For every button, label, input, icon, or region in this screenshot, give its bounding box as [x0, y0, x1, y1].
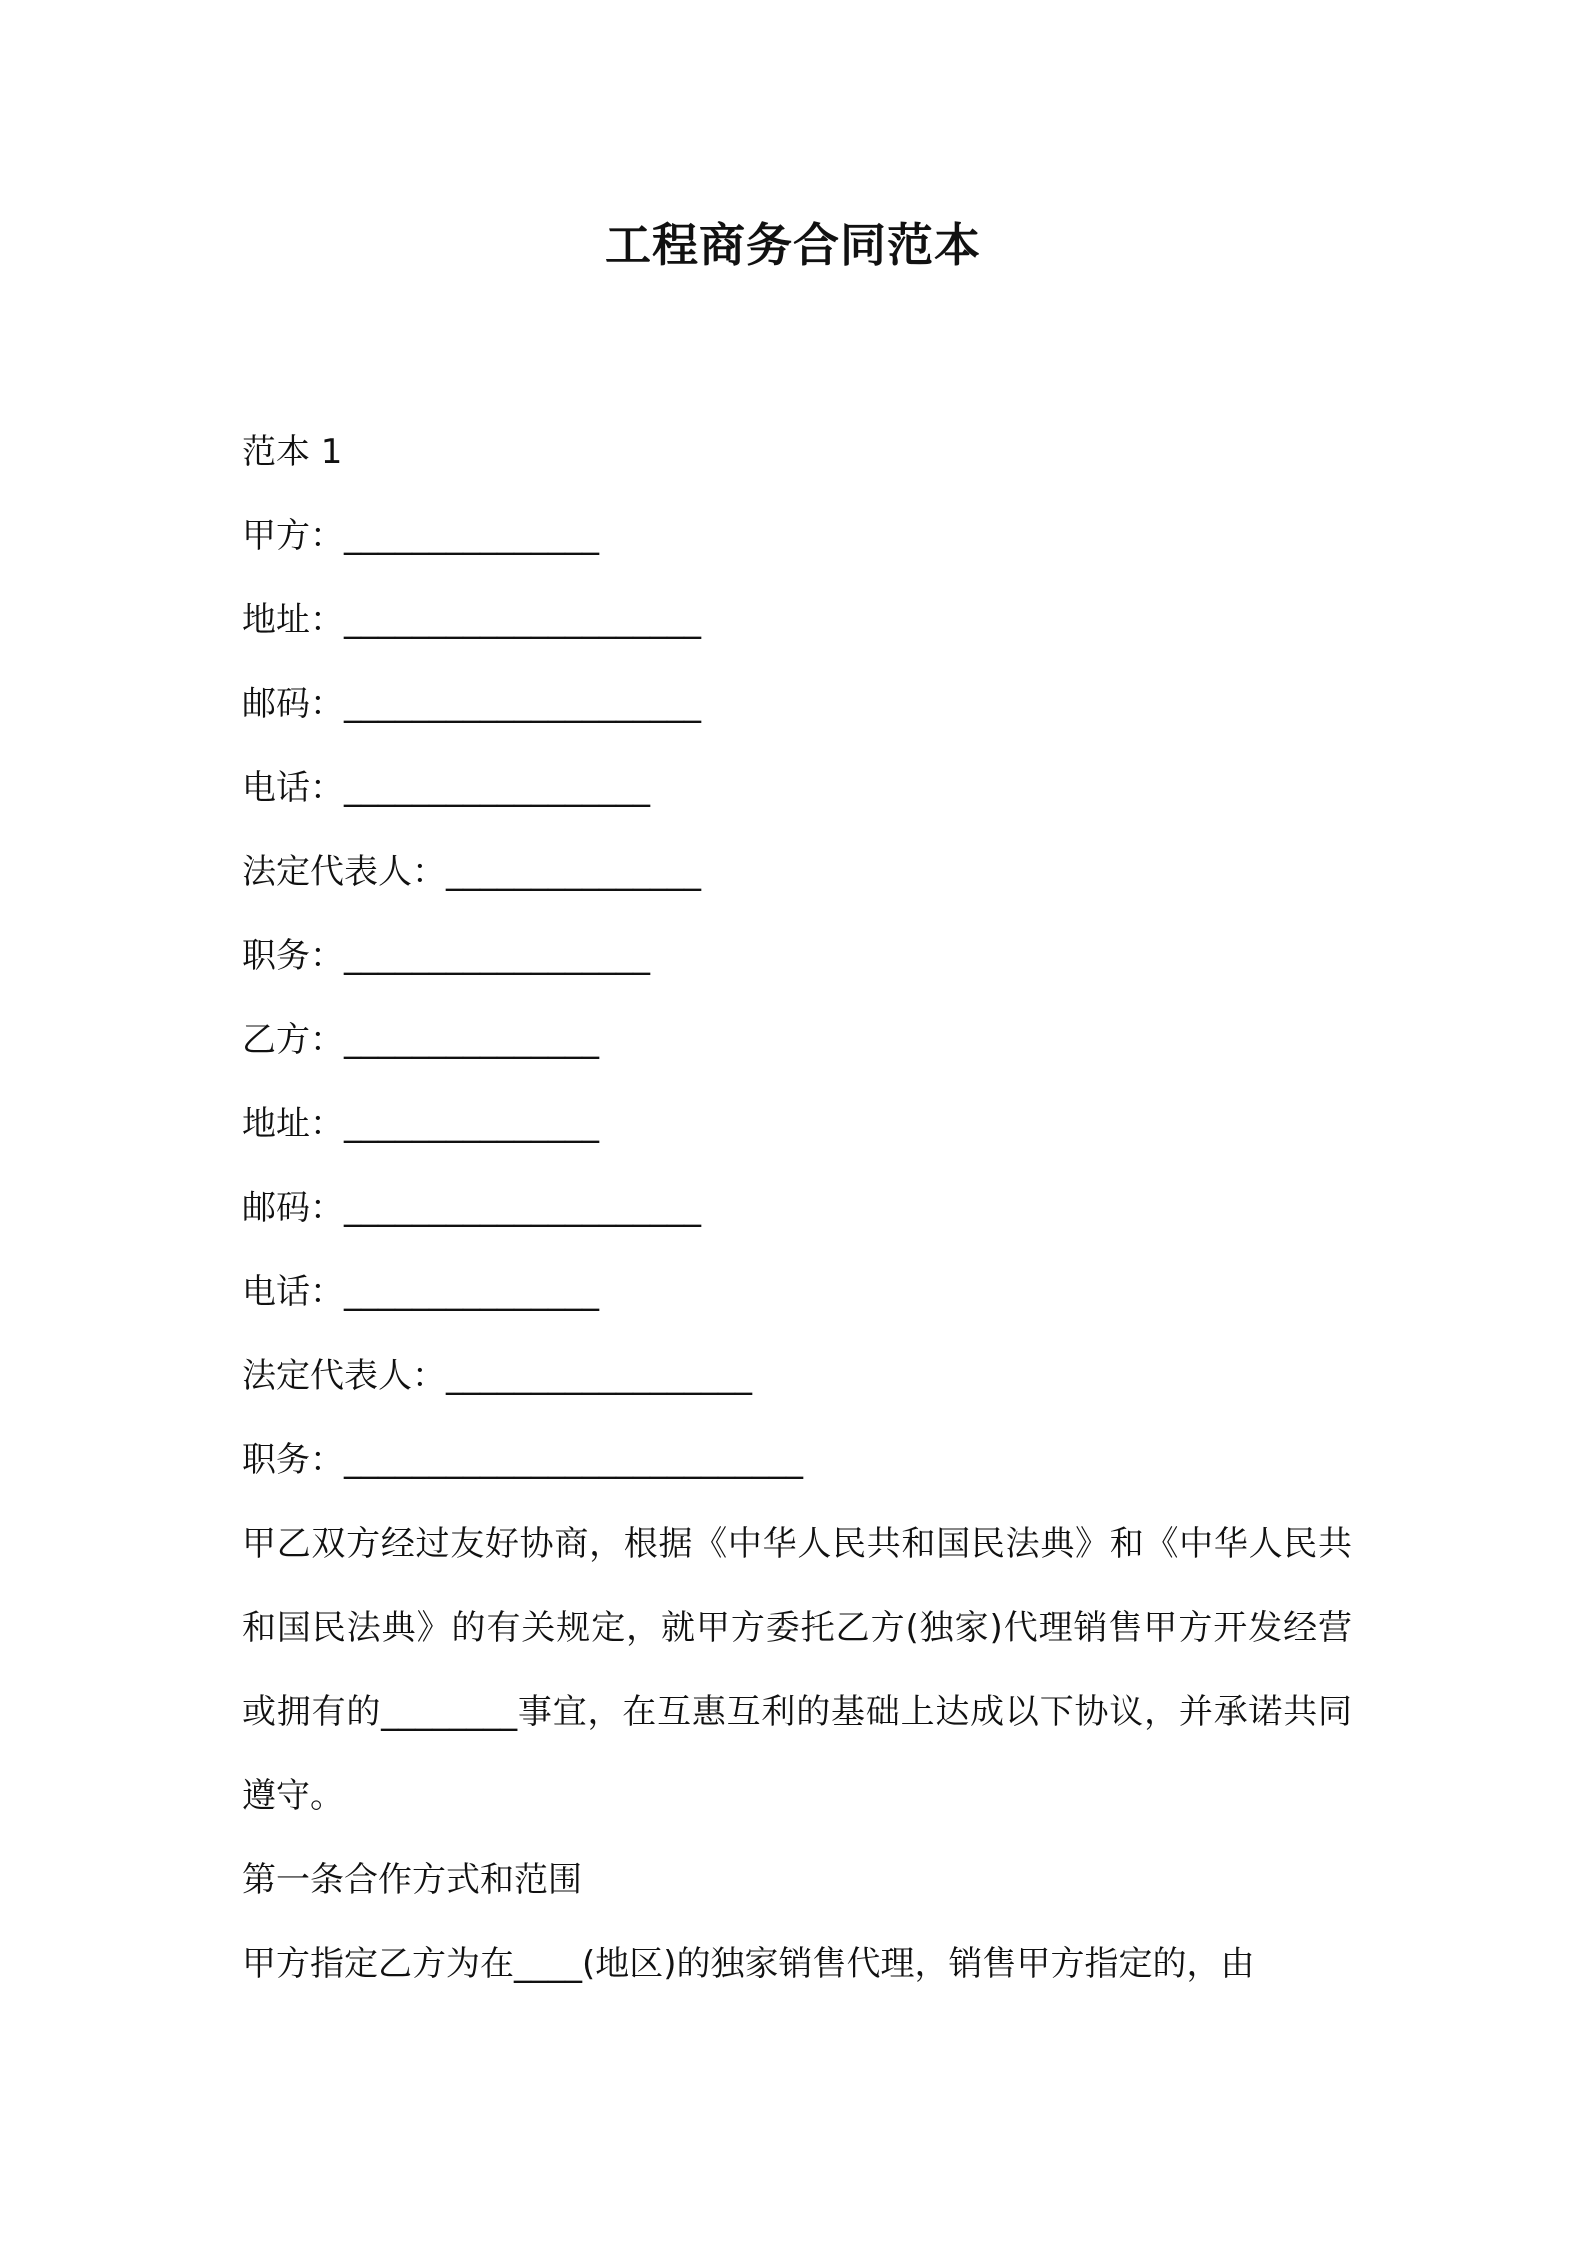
party-b-phone-field: 电话：_______________	[242, 1272, 599, 1312]
party-b-position-field: 职务：___________________________	[242, 1440, 803, 1480]
party-b-address-field: 地址：_______________	[242, 1104, 599, 1144]
document-body	[242, 410, 1352, 2006]
party-b-postcode-field: 邮码：_____________________	[242, 1188, 701, 1228]
party-b-field: 乙方：_______________	[242, 1020, 599, 1060]
party-a-field: 甲方：_______________	[242, 516, 599, 556]
article-paragraph: 甲方指定乙方为在____(地区)的独家销售代理，销售甲方指定的，由	[242, 1944, 1255, 1984]
party-b-legal-rep-field: 法定代表人：__________________	[242, 1356, 752, 1396]
party-a-phone-field: 电话：__________________	[242, 768, 650, 808]
party-a-postcode-field: 邮码：_____________________	[242, 684, 701, 724]
party-a-address-field: 地址：_____________________	[242, 600, 701, 640]
intro-paragraph: 甲乙双方经过友好协商，根据《中华人民共和国民法典》和《中华人民共和国民法典》的有关规定，就甲方委托乙方(独家)代理销售甲方开发经营或拥有的________事宜，在互惠互利的基础上达成以下协议，并承诺共同遵守。	[242, 1524, 1352, 1816]
article-heading: 第一条合作方式和范围	[242, 1860, 582, 1900]
party-a-position-field: 职务：__________________	[242, 936, 650, 976]
party-a-legal-rep-field: 法定代表人：_______________	[242, 852, 701, 892]
document-title: 工程商务合同范本	[605, 218, 981, 272]
section-heading: 范本 1	[242, 432, 343, 472]
